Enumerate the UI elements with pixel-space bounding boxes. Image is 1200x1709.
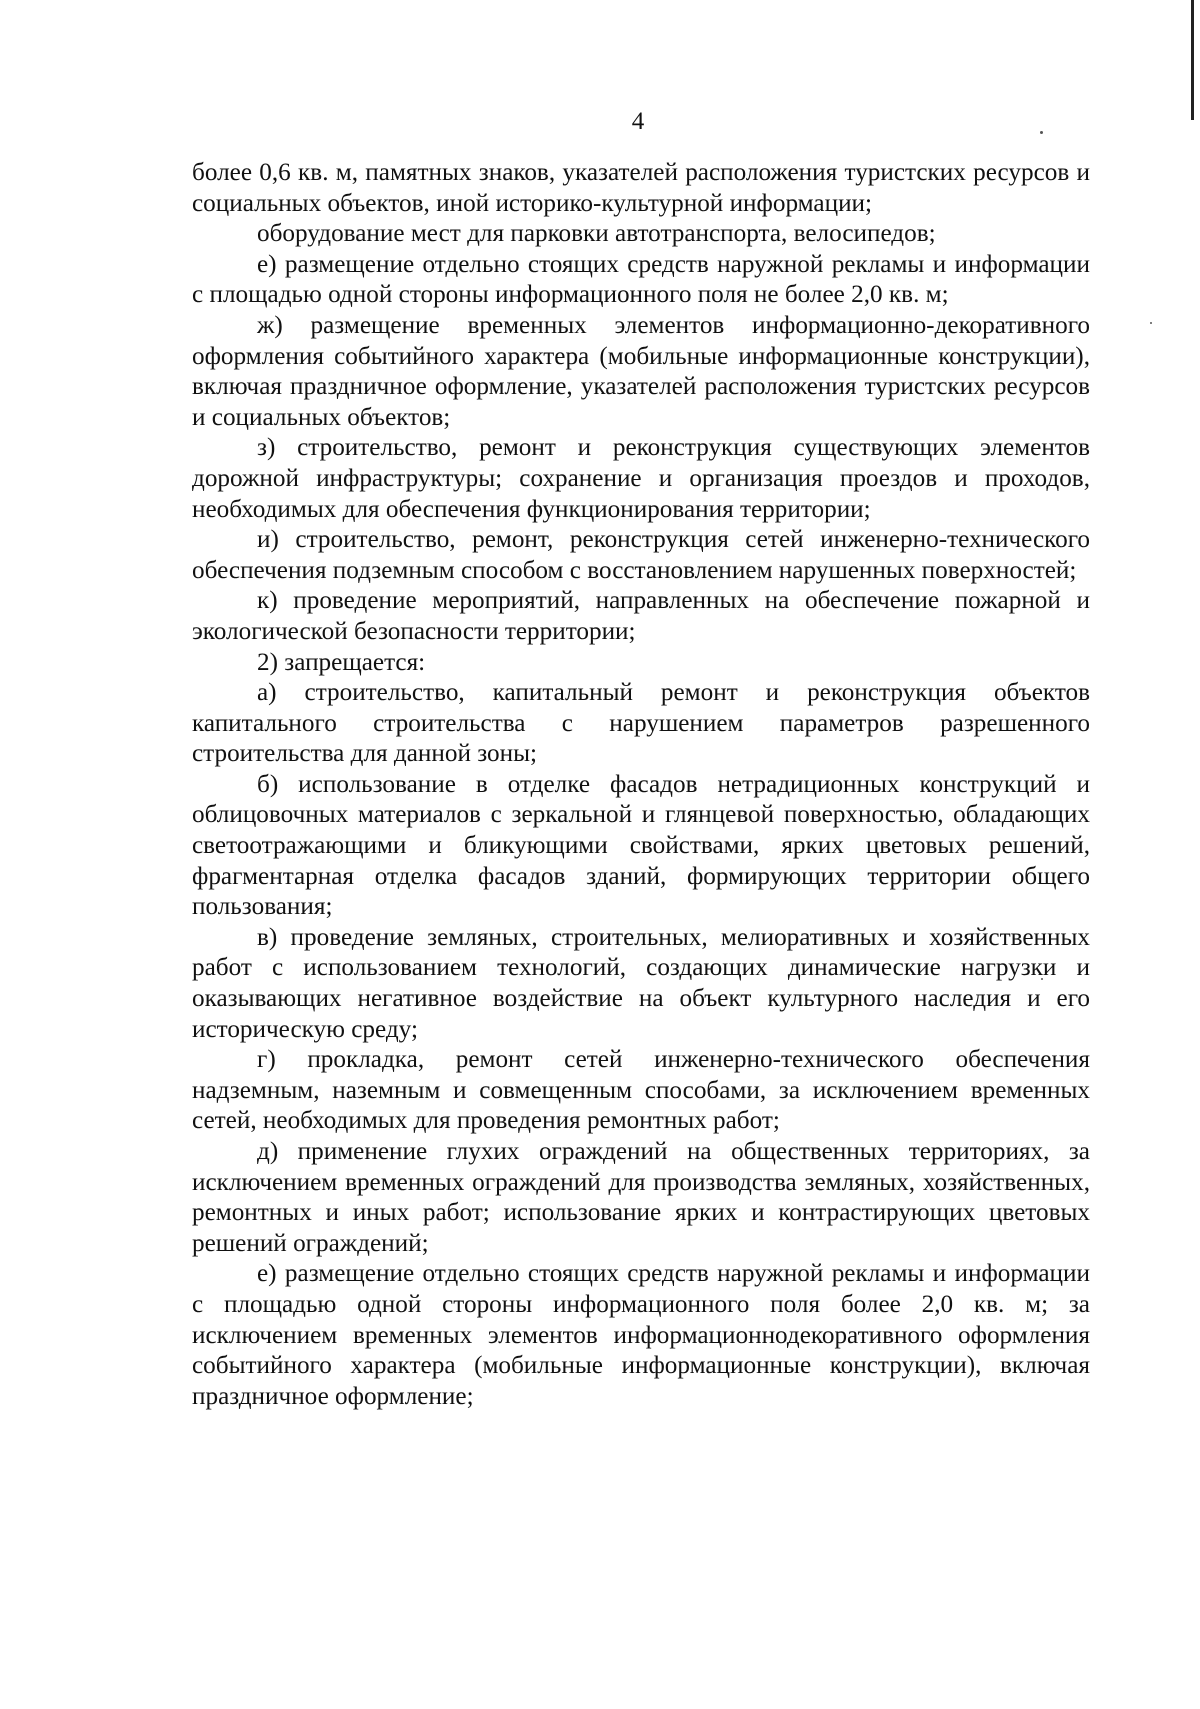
paragraph: г) прокладка, ремонт сетей инженерно-технического обеспечения надземным, наземным и совмещенным способами, за исключением временных сетей, необходимых для проведения ремонтных работ; — [192, 1046, 1090, 1135]
paragraph: и) строительство, ремонт, реконструкция сетей инженерно-технического обеспечения подземным способом с восстановлением нарушенных поверхностей; — [192, 526, 1090, 584]
paragraph: е) размещение отдельно стоящих средств наружной рекламы и информации с площадью одной стороны информационного поля не более 2,0 кв. м; — [192, 250, 1090, 309]
scan-speck — [1150, 322, 1152, 324]
document-body — [192, 158, 1090, 1412]
paragraph: б) использование в отделке фасадов нетрадиционных конструкций и облицовочных материалов с зеркальной и глянцевой поверхностью, обладающих светоотражающими и бликующими свойствами, ярких цветовых решений, фрагментарная отделка фасадов зданий, формирующих территории общего пользования; — [192, 770, 1090, 921]
paragraph: в) проведение земляных, строительных, мелиоративных и хозяйственных работ с использованием технологий, создающих динамические нагрузки и оказывающих негативное воздействие на объект культурного наследия и его историческую среду; — [192, 923, 1090, 1043]
paragraph: оборудование мест для парковки автотранспорта, велосипедов; — [257, 220, 936, 248]
paragraph: к) проведение мероприятий, направленных на обеспечение пожарной и экологической безопасности территории; — [192, 587, 1090, 645]
page-number: 4 — [631, 108, 645, 135]
paragraph: 2) запрещается: — [257, 648, 426, 676]
paragraph: а) строительство, капитальный ремонт и реконструкция объектов капитального строительства с нарушением параметров разрешенного строительства для данной зоны; — [192, 679, 1090, 768]
paragraph: д) применение глухих ограждений на общественных территориях, за исключением временных ограждений для производства земляных, хозяйственных, ремонтных и иных работ; использование ярких и контрастирующих цветовых решений ограждений; — [192, 1138, 1090, 1257]
paragraph: ж) размещение временных элементов информационно-декоративного оформления событийного характера (мобильные информационные конструкции), включая праздничное оформление, указателей расположения туристских ресурсов и социальных объектов; — [192, 311, 1090, 431]
paragraph: е) размещение отдельно стоящих средств наружной рекламы и информации с площадью одной стороны информационного поля более 2,0 кв. м; за исключением временных элементов информационнодекоративного оформления событийного характера (мобильные информационные конструкции), включая праздничное оформление; — [192, 1260, 1090, 1410]
scan-edge-line — [1191, 0, 1194, 120]
paragraph: з) строительство, ремонт и реконструкция существующих элементов дорожной инфраструктуры; сохранение и организация проездов и проходов, необходимых для обеспечения функционирования территории; — [192, 434, 1090, 523]
paragraph: более 0,6 кв. м, памятных знаков, указателей расположения туристских ресурсов и социальных объектов, иной историко-культурной информации; — [192, 159, 1090, 217]
